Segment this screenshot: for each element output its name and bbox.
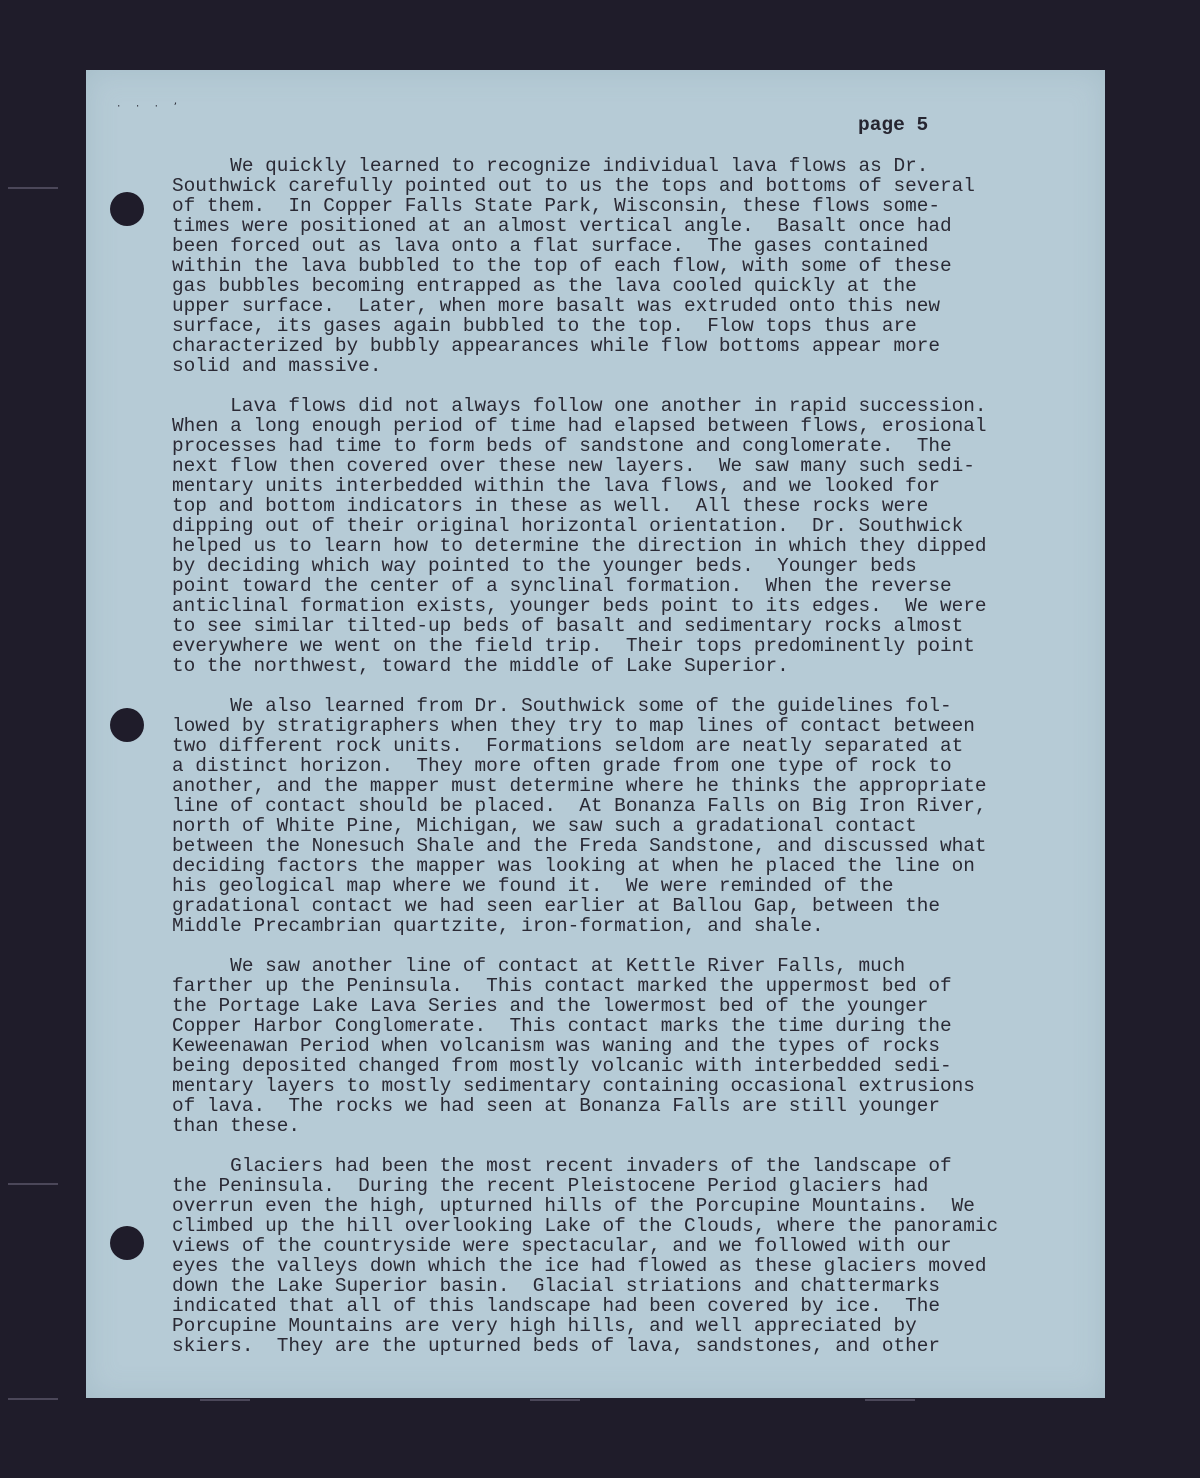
text-line: skiers. They are the upturned beds of lava, sandstones, and other — [172, 1335, 940, 1357]
punch-hole-bottom — [110, 1226, 144, 1260]
text-line: his geological map where we found it. We were reminded of the — [172, 875, 894, 897]
text-line: views of the countryside were spectacular, and we followed with our — [172, 1235, 952, 1257]
text-line: We saw another line of contact at Kettle River Falls, much — [172, 955, 906, 977]
text-line: mentary layers to mostly sedimentary containing occasional extrusions — [172, 1075, 975, 1097]
text-line: Keweenawan Period when volcanism was waning and the types of rocks — [172, 1035, 940, 1057]
document-page — [86, 70, 1105, 1398]
text-line: When a long enough period of time had elapsed between flows, erosional — [172, 415, 987, 437]
text-line: to the northwest, toward the middle of Lake Superior. — [172, 655, 789, 677]
punch-hole-middle — [110, 708, 144, 742]
text-line: upper surface. Later, when more basalt was extruded onto this new — [172, 295, 940, 317]
text-line: top and bottom indicators in these as well. All these rocks were — [172, 495, 929, 517]
text-line: two different rock units. Formations seldom are neatly separated at — [172, 735, 964, 757]
text-line: lowed by stratigraphers when they try to map lines of contact between — [172, 715, 975, 737]
scan-edge-mark — [200, 1399, 250, 1401]
text-line: overrun even the high, upturned hills of the Porcupine Mountains. We — [172, 1195, 975, 1217]
text-line: by deciding which way pointed to the younger beds. Younger beds — [172, 555, 917, 577]
text-line: being deposited changed from mostly volcanic with interbedded sedi- — [172, 1055, 952, 1077]
stray-ink-marks: · · · ʼ — [116, 102, 182, 112]
text-line: deciding factors the mapper was looking at when he placed the line on — [172, 855, 975, 877]
scan-edge-mark — [530, 1399, 580, 1401]
page-number: page 5 — [858, 114, 929, 136]
text-line: a distinct horizon. They more often grade from one type of rock to — [172, 755, 952, 777]
text-line: climbed up the hill overlooking Lake of the Clouds, where the panoramic — [172, 1215, 999, 1237]
text-line: gradational contact we had seen earlier at Ballou Gap, between the — [172, 895, 940, 917]
text-line: another, and the mapper must determine where he thinks the appropriate — [172, 775, 987, 797]
text-line: helped us to learn how to determine the direction in which they dipped — [172, 535, 987, 557]
text-line: Copper Harbor Conglomerate. This contact marks the time during the — [172, 1015, 952, 1037]
text-line: Middle Precambrian quartzite, iron-formation, and shale. — [172, 915, 824, 937]
paragraph — [172, 156, 1102, 376]
text-line: processes had time to form beds of sandstone and conglomerate. The — [172, 435, 952, 457]
text-line: to see similar tilted-up beds of basalt and sedimentary rocks almost — [172, 615, 964, 637]
text-line: surface, its gases again bubbled to the top. Flow tops thus are — [172, 315, 917, 337]
text-line: times were positioned at an almost vertical angle. Basalt once had — [172, 215, 952, 237]
text-line: than these. — [172, 1115, 300, 1137]
text-line: farther up the Peninsula. This contact marked the uppermost bed of — [172, 975, 952, 997]
text-line: dipping out of their original horizontal orientation. Dr. Southwick — [172, 515, 964, 537]
text-line: north of White Pine, Michigan, we saw such a gradational contact — [172, 815, 917, 837]
paragraph — [172, 956, 1102, 1136]
text-line: solid and massive. — [172, 355, 382, 377]
punch-hole-top — [110, 192, 144, 226]
text-line: of them. In Copper Falls State Park, Wisconsin, these flows some- — [172, 195, 940, 217]
text-line: indicated that all of this landscape had been covered by ice. The — [172, 1295, 940, 1317]
text-line: between the Nonesuch Shale and the Freda Sandstone, and discussed what — [172, 835, 987, 857]
text-line: gas bubbles becoming entrapped as the lava cooled quickly at the — [172, 275, 917, 297]
text-line: the Peninsula. During the recent Pleistocene Period glaciers had — [172, 1175, 929, 1197]
body-text — [172, 156, 1102, 1376]
scan-edge-mark — [8, 1398, 58, 1400]
scan-edge-mark — [865, 1399, 915, 1401]
text-line: point toward the center of a synclinal formation. When the reverse — [172, 575, 952, 597]
text-line: We quickly learned to recognize individual lava flows as Dr. — [172, 155, 929, 177]
paragraph — [172, 696, 1102, 936]
text-line: of lava. The rocks we had seen at Bonanza Falls are still younger — [172, 1095, 940, 1117]
text-line: line of contact should be placed. At Bonanza Falls on Big Iron River, — [172, 795, 987, 817]
text-line: mentary units interbedded within the lava flows, and we looked for — [172, 475, 940, 497]
text-line: the Portage Lake Lava Series and the lowermost bed of the younger — [172, 995, 929, 1017]
text-line: everywhere we went on the field trip. Their tops predominently point — [172, 635, 975, 657]
text-line: down the Lake Superior basin. Glacial striations and chattermarks — [172, 1275, 940, 1297]
text-line: characterized by bubbly appearances while flow bottoms appear more — [172, 335, 940, 357]
text-line: been forced out as lava onto a flat surface. The gases contained — [172, 235, 929, 257]
text-line: We also learned from Dr. Southwick some of the guidelines fol- — [172, 695, 952, 717]
text-line: Southwick carefully pointed out to us the tops and bottoms of several — [172, 175, 975, 197]
text-line: Glaciers had been the most recent invaders of the landscape of — [172, 1155, 952, 1177]
text-line: anticlinal formation exists, younger beds point to its edges. We were — [172, 595, 987, 617]
scan-edge-mark — [8, 187, 58, 189]
scan-edge-mark — [8, 1183, 58, 1185]
text-line: eyes the valleys down which the ice had flowed as these glaciers moved — [172, 1255, 987, 1277]
text-line: Lava flows did not always follow one another in rapid succession. — [172, 395, 987, 417]
paragraph — [172, 396, 1102, 676]
text-line: next flow then covered over these new layers. We saw many such sedi- — [172, 455, 975, 477]
paragraph — [172, 1156, 1102, 1356]
text-line: within the lava bubbled to the top of each flow, with some of these — [172, 255, 952, 277]
text-line: Porcupine Mountains are very high hills, and well appreciated by — [172, 1315, 917, 1337]
